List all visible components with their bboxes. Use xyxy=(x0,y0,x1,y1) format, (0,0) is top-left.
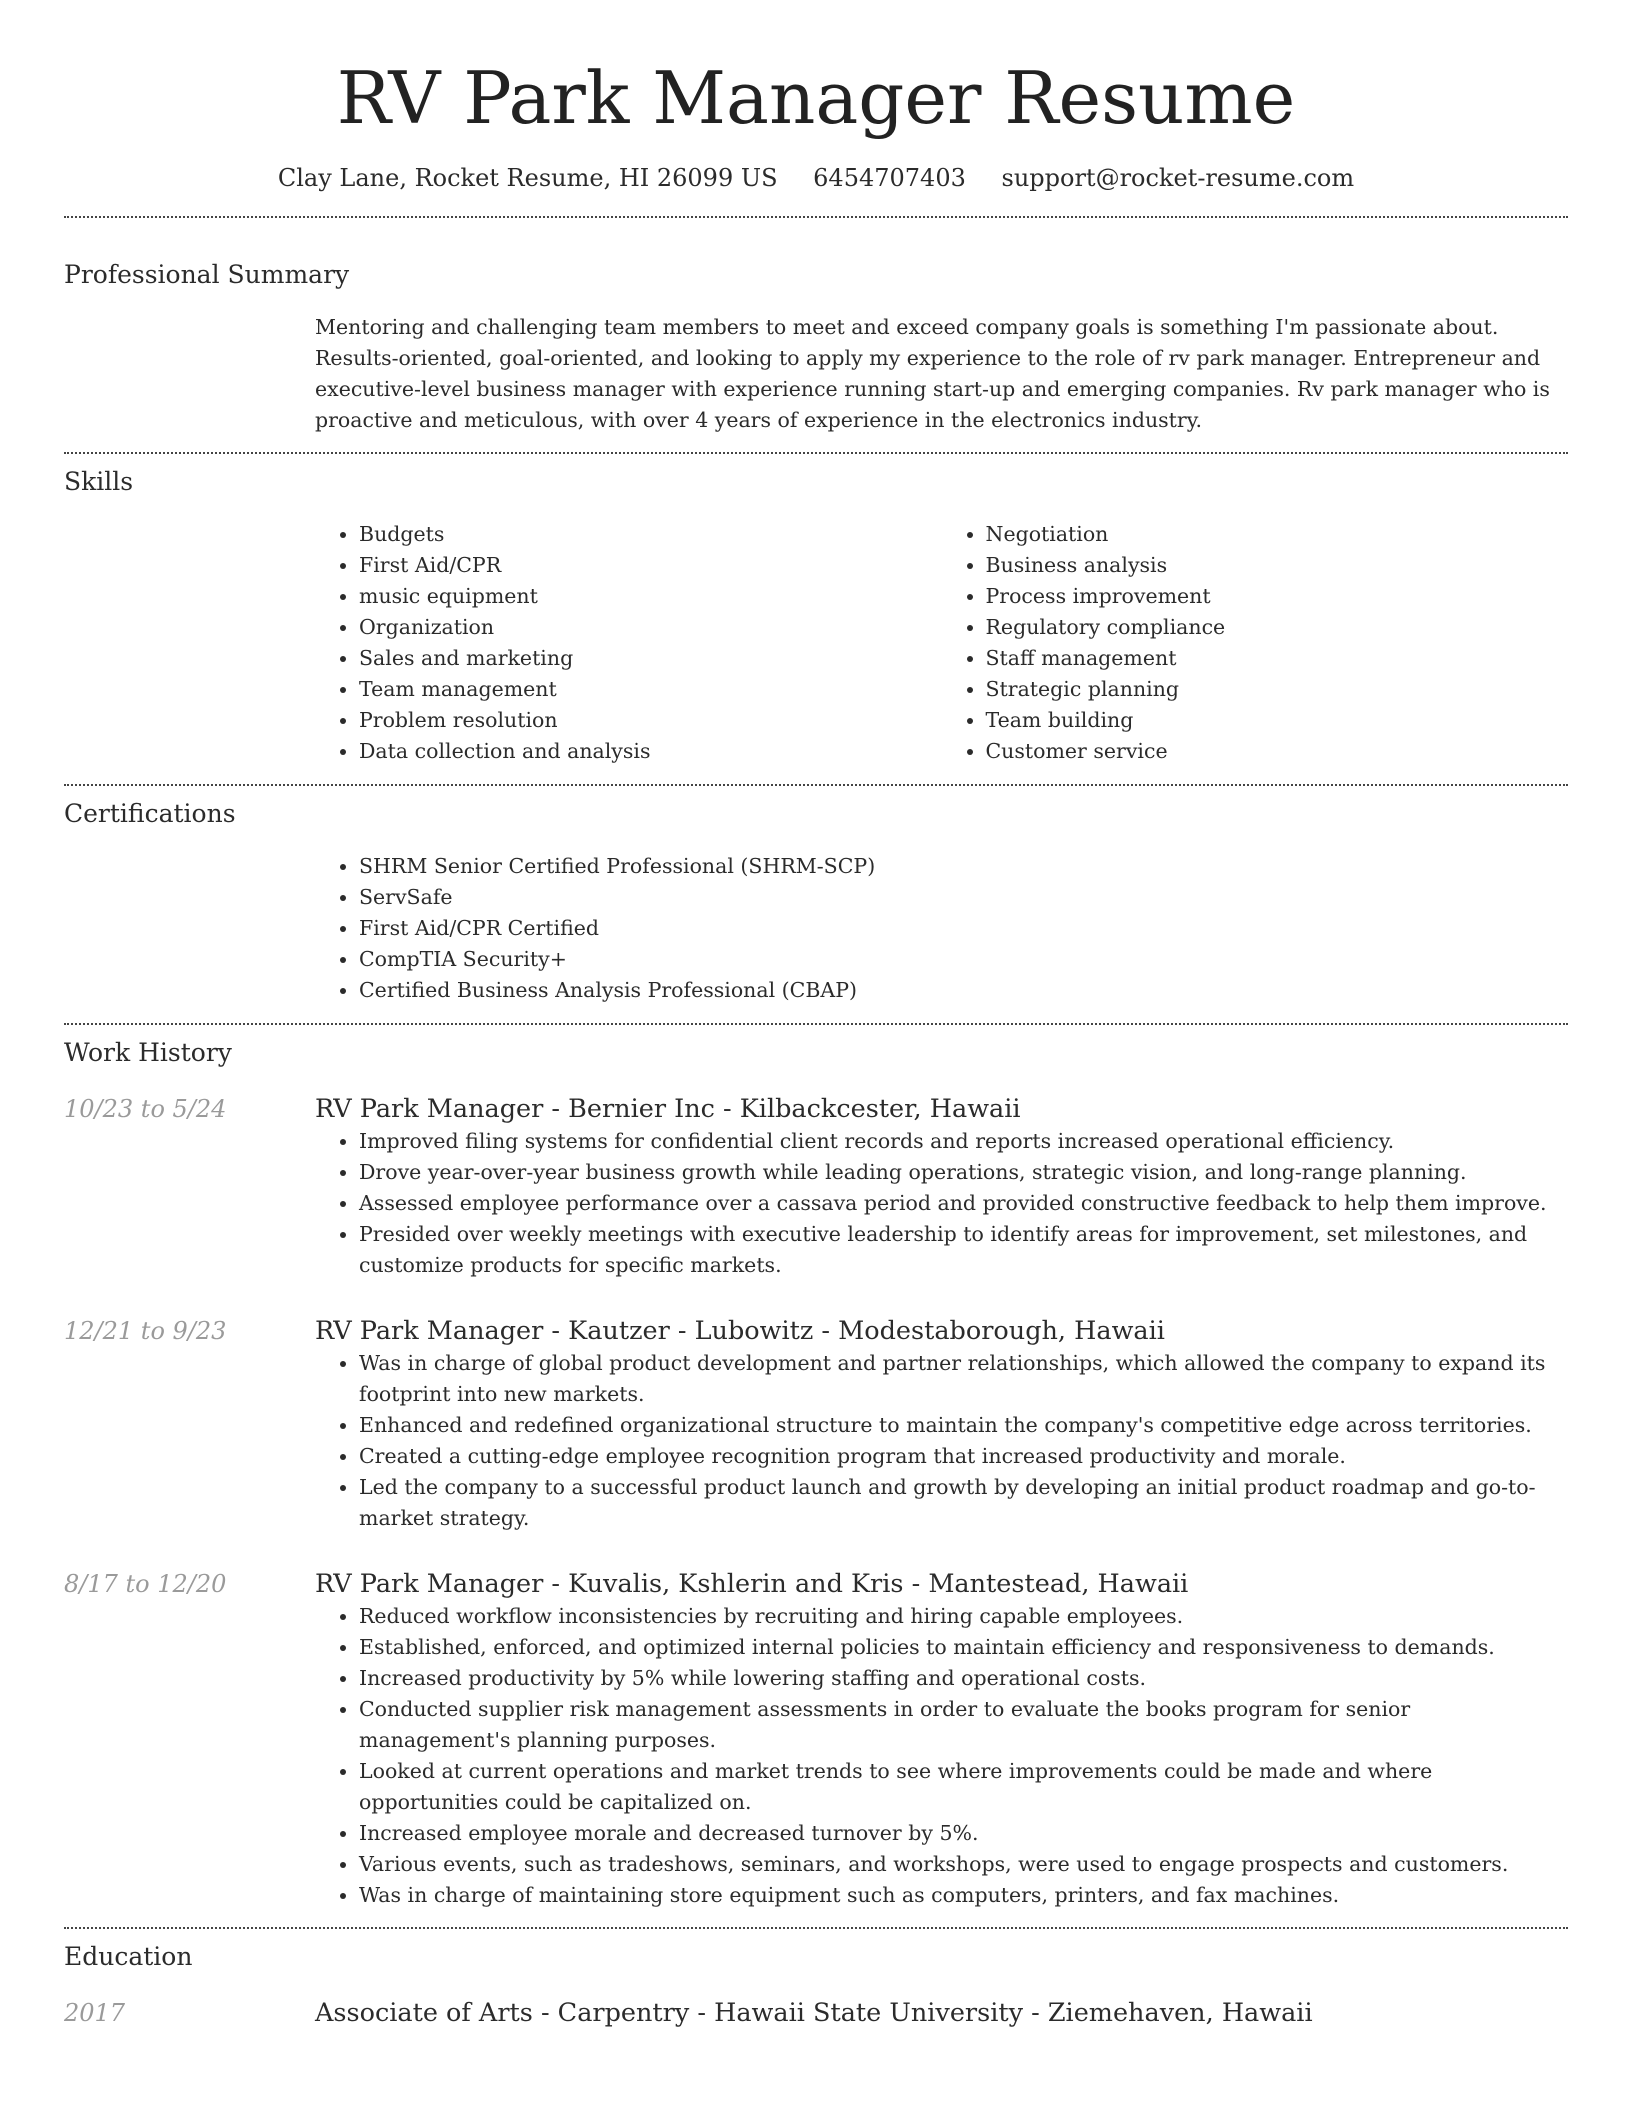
skill-item: • Negotiation xyxy=(986,519,1569,550)
skill-item: • music equipment xyxy=(359,581,942,612)
work-history-section xyxy=(64,1036,1568,1911)
job-bullet: • Increased employee morale and decreased turnover by 5%. xyxy=(359,1818,1568,1849)
job-dates: 12/21 to 9/23 xyxy=(64,1317,227,1345)
skill-item: • Staff management xyxy=(986,643,1569,674)
skill-item: • Regulatory compliance xyxy=(986,612,1569,643)
section-heading-skills: Skills xyxy=(64,467,134,496)
job-dates: 10/23 to 5/24 xyxy=(64,1095,227,1123)
job-bullet: • Enhanced and redefined organizational structure to maintain the company's competitive edge across territories. xyxy=(359,1410,1568,1441)
skills-section xyxy=(64,465,1568,767)
job-dates: 8/17 to 12/20 xyxy=(64,1570,227,1598)
certification-item: • First Aid/CPR Certified xyxy=(359,913,1568,944)
job-bullet: • Assessed employee performance over a cassava period and provided constructive feedback to help them improve. xyxy=(359,1188,1568,1219)
skills-list-left xyxy=(315,519,942,767)
summary-body xyxy=(315,312,1568,436)
skill-item: • Team management xyxy=(359,674,942,705)
divider xyxy=(64,1023,1568,1025)
skill-item: • Sales and marketing xyxy=(359,643,942,674)
education-section xyxy=(64,1940,1568,2030)
job-bullet: • Presided over weekly meetings with executive leadership to identify areas for improvement, set milestones, and customize products for specific markets. xyxy=(359,1219,1568,1281)
skill-item: • Process improvement xyxy=(986,581,1569,612)
divider xyxy=(64,1927,1568,1929)
job-bullet: • Was in charge of maintaining store equipment such as computers, printers, and fax machines. xyxy=(359,1880,1568,1911)
divider xyxy=(64,452,1568,454)
skill-item: • First Aid/CPR xyxy=(359,550,942,581)
contact-line xyxy=(64,162,1568,194)
certification-item: • CompTIA Security+ xyxy=(359,944,1568,975)
job-bullet: • Various events, such as tradeshows, seminars, and workshops, were used to engage prospects and customers. xyxy=(359,1849,1568,1880)
skill-item: • Customer service xyxy=(986,736,1569,767)
certification-item: • ServSafe xyxy=(359,882,1568,913)
education-title: Associate of Arts - Carpentry - Hawaii State University - Ziemehaven, Hawaii xyxy=(315,1998,1313,2028)
education-entry xyxy=(64,1996,1568,2030)
summary-text: Mentoring and challenging team members to meet and exceed company goals is something I'm passionate about. Results-oriented, goal-oriented, and looking to apply my experience to the role of rv park manager. Entrepreneur and executive-level business manager with experience running start-up and emerging companies. Rv park manager who is proactive and meticulous, with over 4 years of experience in the electronics industry. xyxy=(315,315,1550,432)
job-title: RV Park Manager - Kautzer - Lubowitz - Modestaborough, Hawaii xyxy=(315,1316,1165,1346)
resume-title: RV Park Manager Resume xyxy=(336,56,1296,140)
certification-item: • SHRM Senior Certified Professional (SHRM-SCP) xyxy=(359,851,1568,882)
skills-list-right xyxy=(942,519,1569,767)
certifications-list xyxy=(315,851,1568,1006)
job-bullet: • Was in charge of global product development and partner relationships, which allowed the company to expand its footprint into new markets. xyxy=(359,1348,1568,1410)
job-bullets xyxy=(315,1601,1568,1911)
job-bullet: • Increased productivity by 5% while lowering staffing and operational costs. xyxy=(359,1663,1568,1694)
section-heading-work-history: Work History xyxy=(64,1038,232,1067)
job-main xyxy=(315,1567,1568,1911)
skill-item: • Business analysis xyxy=(986,550,1569,581)
job-bullet: • Reduced workflow inconsistencies by recruiting and hiring capable employees. xyxy=(359,1601,1568,1632)
certifications-body xyxy=(315,851,1568,1006)
section-heading-summary: Professional Summary xyxy=(64,260,350,289)
job-bullet: • Conducted supplier risk management assessments in order to evaluate the books program for senior management's planning purposes. xyxy=(359,1694,1568,1756)
job-bullet: • Created a cutting-edge employee recognition program that increased productivity and morale. xyxy=(359,1441,1568,1472)
job-title: RV Park Manager - Kuvalis, Kshlerin and Kris - Mantestead, Hawaii xyxy=(315,1569,1189,1599)
job-entry xyxy=(64,1314,1568,1534)
skill-item: • Data collection and analysis xyxy=(359,736,942,767)
skill-item: • Organization xyxy=(359,612,942,643)
summary-section xyxy=(64,258,1568,436)
job-bullet: • Established, enforced, and optimized internal policies to maintain efficiency and responsiveness to demands. xyxy=(359,1632,1568,1663)
job-bullets xyxy=(315,1348,1568,1534)
skill-item: • Team building xyxy=(986,705,1569,736)
skill-item: • Budgets xyxy=(359,519,942,550)
job-entry xyxy=(64,1092,1568,1281)
skill-item: • Problem resolution xyxy=(359,705,942,736)
skill-item: • Strategic planning xyxy=(986,674,1569,705)
section-heading-certifications: Certifications xyxy=(64,799,236,828)
divider xyxy=(64,216,1568,218)
skills-grid xyxy=(315,519,1568,767)
job-main xyxy=(315,1314,1568,1534)
section-heading-education: Education xyxy=(64,1942,193,1971)
divider xyxy=(64,784,1568,786)
job-title: RV Park Manager - Bernier Inc - Kilbackcester, Hawaii xyxy=(315,1094,1021,1124)
certifications-section xyxy=(64,797,1568,1006)
contact-email: support@rocket-resume.com xyxy=(1001,164,1355,192)
job-bullet: • Led the company to a successful product launch and growth by developing an initial product roadmap and go-to-market strategy. xyxy=(359,1472,1568,1534)
job-bullets xyxy=(315,1126,1568,1281)
job-main xyxy=(315,1092,1568,1281)
job-bullet: • Looked at current operations and market trends to see where improvements could be made and where opportunities could be capitalized on. xyxy=(359,1756,1568,1818)
contact-address: Clay Lane, Rocket Resume, HI 26099 US xyxy=(277,164,778,192)
job-entry xyxy=(64,1567,1568,1911)
education-main xyxy=(315,1996,1568,2030)
contact-phone: 6454707403 xyxy=(813,164,966,192)
certification-item: • Certified Business Analysis Professional (CBAP) xyxy=(359,975,1568,1006)
job-bullet: • Drove year-over-year business growth while leading operations, strategic vision, and long-range planning. xyxy=(359,1157,1568,1188)
job-bullet: • Improved filing systems for confidential client records and reports increased operational efficiency. xyxy=(359,1126,1568,1157)
education-dates: 2017 xyxy=(64,1999,126,2027)
